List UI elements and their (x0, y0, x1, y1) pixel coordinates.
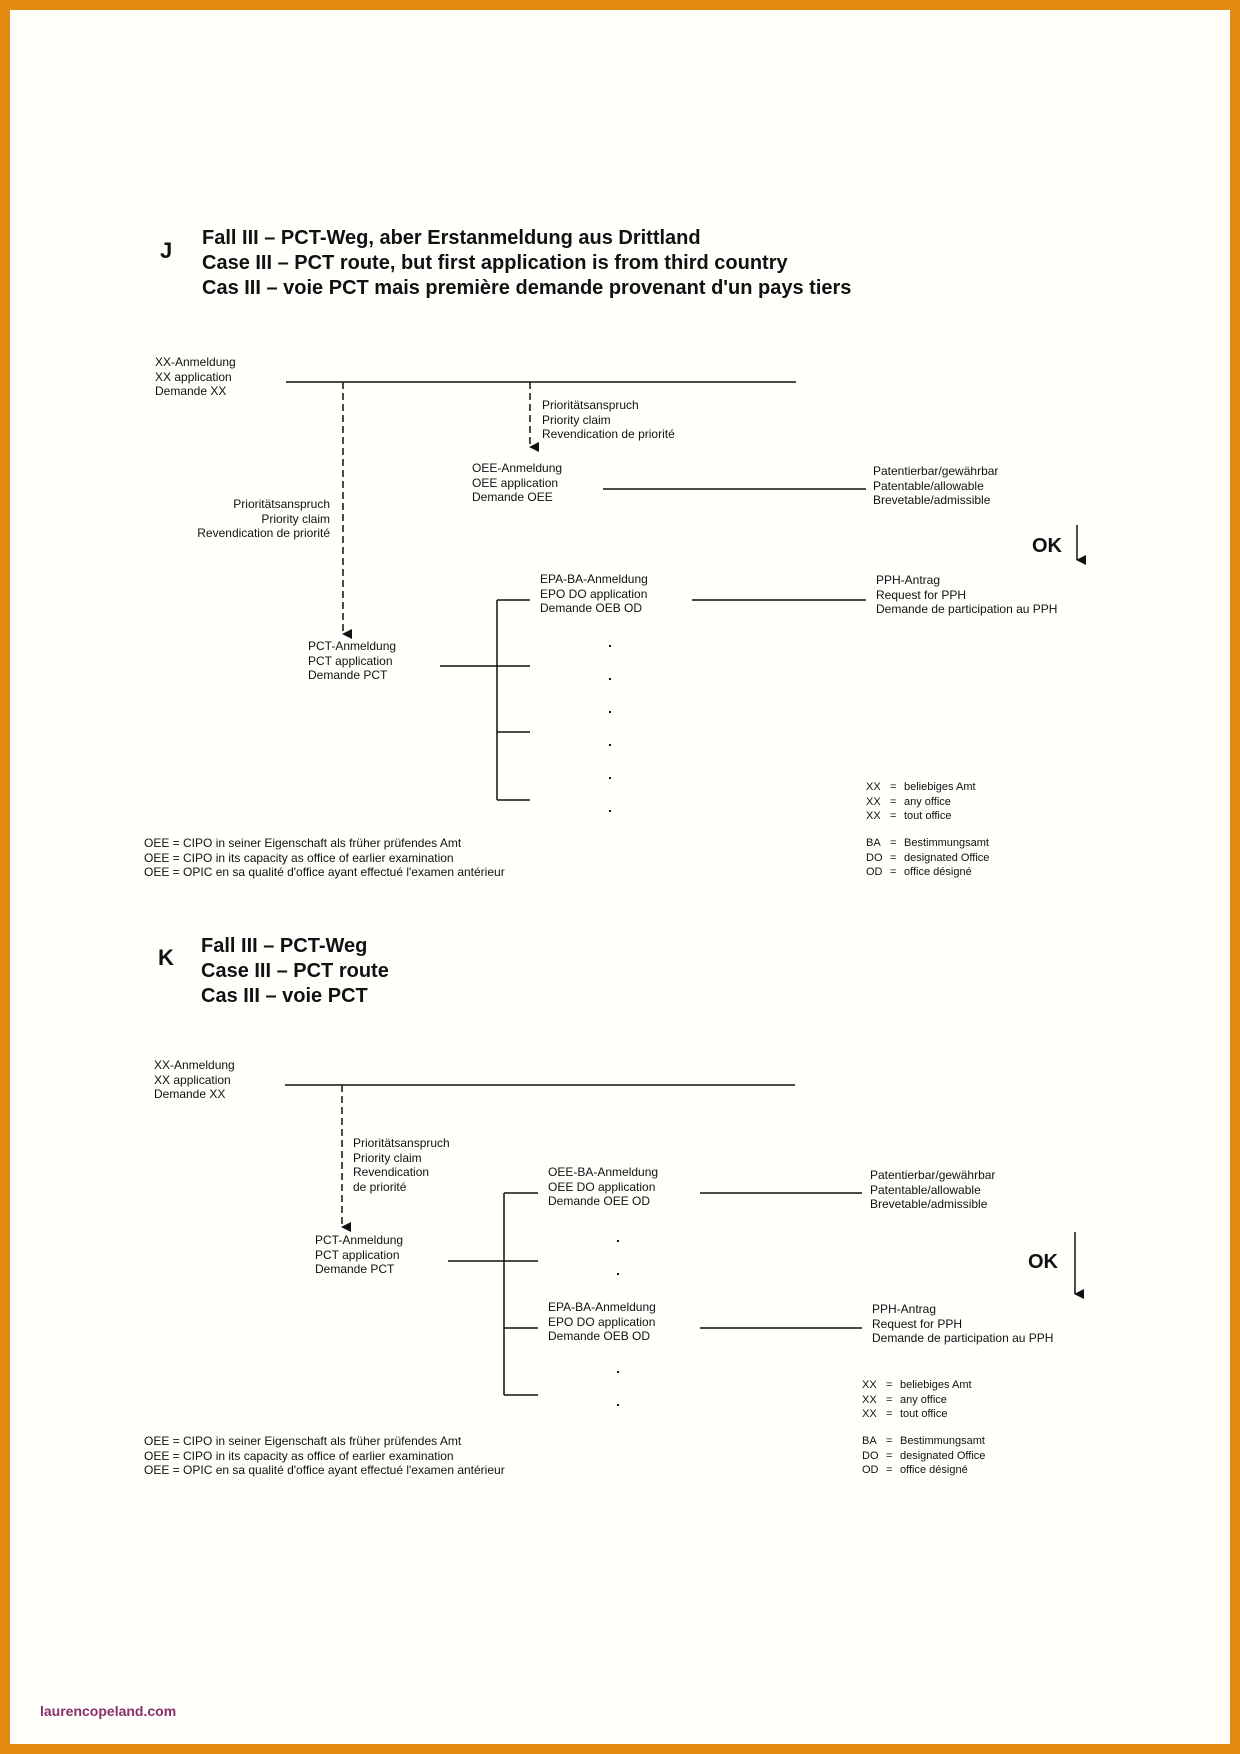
footnote-line: OEE = OPIC en sa qualité d'office ayant effectué l'examen antérieur (144, 1463, 505, 1477)
label-line: Priority claim (261, 511, 330, 526)
label-line: EPA-BA-Anmeldung (548, 1300, 656, 1314)
page (10, 10, 1230, 1744)
legend-abbr: XX (866, 781, 881, 793)
title-de: Fall III – PCT-Weg, aber Erstanmeldung aus Drittland (202, 227, 701, 249)
legend-abbr: BA (866, 837, 881, 849)
legend-text: tout office (904, 810, 952, 822)
legend-row (862, 1393, 972, 1408)
legend-row (866, 865, 989, 880)
label-line: XX application (154, 1072, 231, 1087)
legend-row (862, 1463, 985, 1478)
label-line: PCT application (315, 1247, 400, 1262)
ellipsis-dot (609, 711, 611, 713)
legend-text: office désigné (904, 866, 972, 878)
legend-abbr: XX (862, 1393, 877, 1406)
legend-row (862, 1407, 972, 1422)
k-oee-footnote (144, 1434, 505, 1478)
j-pct-application-label (308, 639, 396, 683)
k-pph-request-label (872, 1302, 1053, 1346)
legend-eq: = (886, 1408, 893, 1420)
legend-text: beliebiges Amt (900, 1379, 972, 1391)
j-oee-application-label (472, 461, 562, 505)
footnote-line: OEE = CIPO in its capacity as office of earlier examination (144, 1448, 454, 1463)
legend-text: designated Office (904, 851, 990, 864)
legend-row (866, 809, 976, 824)
title-en: Case III – PCT route (201, 960, 389, 982)
title-en: Case III – PCT route, but first application is from third country (202, 252, 788, 274)
legend-row (866, 851, 989, 866)
footnote-line: OEE = OPIC en sa qualité d'office ayant effectué l'examen antérieur (144, 865, 505, 879)
legend-eq: = (886, 1464, 893, 1476)
label-line: PPH-Antrag (872, 1302, 937, 1316)
legend-abbr: DO (862, 1449, 879, 1462)
label-line: OEE application (472, 475, 559, 490)
label-line: Prioritätsanspruch (233, 497, 330, 511)
legend-eq: = (890, 810, 897, 822)
legend-row (862, 1378, 972, 1393)
label-line: Revendication de priorité (542, 427, 675, 441)
footnote-line: OEE = CIPO in seiner Eigenschaft als früher prüfendes Amt (144, 836, 462, 850)
section-letter-k: K (158, 945, 174, 970)
label-line: PPH-Antrag (876, 573, 941, 587)
legend-abbr: BA (862, 1435, 877, 1447)
legend-eq: = (886, 1435, 893, 1447)
legend-text: designated Office (900, 1449, 986, 1462)
section-letter-j: J (160, 238, 173, 263)
legend-row (862, 1434, 985, 1449)
label-line: Demande OEE (472, 490, 553, 504)
label-line: EPO DO application (540, 586, 648, 601)
label-line: Revendication de priorité (197, 526, 330, 540)
ellipsis-dot (617, 1404, 619, 1406)
label-line: Priority claim (542, 412, 611, 427)
label-line: Patentable/allowable (873, 478, 984, 493)
legend-text: office désigné (900, 1464, 968, 1476)
label-line: XX-Anmeldung (155, 355, 236, 369)
legend-text: beliebiges Amt (904, 781, 976, 793)
legend-text: Bestimmungsamt (900, 1435, 985, 1447)
label-line: Demande de participation au PPH (876, 602, 1058, 616)
j-epo-do-application-label (540, 572, 648, 616)
ellipsis-dot (609, 645, 611, 647)
k-epo-do-application-label (548, 1300, 656, 1344)
label-line: PCT application (308, 653, 393, 668)
legend-text: Bestimmungsamt (904, 837, 989, 849)
label-line: Demande XX (154, 1087, 226, 1101)
watermark: laurencopeland.com (40, 1703, 177, 1719)
j-ok-label: OK (1032, 535, 1062, 557)
k-pct-application-label (315, 1233, 403, 1277)
label-line: Patentierbar/gewährbar (873, 464, 999, 478)
legend-eq: = (890, 837, 897, 849)
label-line: Demande PCT (308, 668, 388, 682)
ellipsis-dot (609, 678, 611, 680)
ellipsis-dot (617, 1371, 619, 1373)
ellipsis-dot (609, 810, 611, 812)
legend-eq: = (886, 1379, 893, 1391)
j-legend-ba (866, 836, 989, 880)
footnote-line: OEE = CIPO in its capacity as office of earlier examination (144, 850, 454, 865)
legend-abbr: XX (866, 795, 881, 808)
label-line: OEE-BA-Anmeldung (548, 1165, 659, 1179)
label-line: Brevetable/admissible (873, 493, 991, 507)
j-oee-footnote (144, 836, 505, 880)
title-fr: Cas III – voie PCT (201, 985, 368, 1007)
j-priority-claim-label-left (130, 497, 330, 541)
legend-eq: = (890, 795, 897, 808)
title-fr: Cas III – voie PCT mais première demande provenant d'un pays tiers (202, 277, 852, 299)
legend-abbr: OD (866, 866, 883, 878)
k-priority-claim-label (353, 1136, 450, 1194)
section-j-title (202, 226, 851, 301)
ellipsis-dot (609, 777, 611, 779)
k-legend-ba (862, 1434, 985, 1478)
label-line: PCT-Anmeldung (315, 1233, 404, 1247)
label-line: EPO DO application (548, 1314, 656, 1329)
j-legend-xx (866, 780, 976, 824)
legend-row (866, 836, 989, 851)
legend-row (862, 1449, 985, 1464)
label-line: Request for PPH (876, 587, 967, 602)
ellipsis-dot (617, 1273, 619, 1275)
ellipsis-dot (609, 744, 611, 746)
j-priority-claim-label-right (542, 398, 675, 442)
label-line: Revendication (353, 1165, 430, 1179)
legend-eq: = (890, 781, 897, 793)
label-line: Prioritätsanspruch (542, 398, 639, 412)
label-line: Demande XX (155, 384, 227, 398)
label-line: de priorité (353, 1179, 407, 1194)
legend-row (866, 795, 976, 810)
label-line: XX application (155, 369, 232, 384)
label-line: Brevetable/admissible (870, 1197, 988, 1211)
legend-eq: = (886, 1449, 893, 1462)
ellipsis-dot (617, 1240, 619, 1242)
legend-row (866, 780, 976, 795)
legend-abbr: OD (862, 1464, 879, 1476)
label-line: EPA-BA-Anmeldung (540, 572, 648, 586)
k-legend-xx (862, 1378, 972, 1422)
j-patentable-label (873, 464, 998, 508)
j-pph-request-label (876, 573, 1057, 617)
section-k-title (201, 934, 389, 1009)
legend-abbr: XX (862, 1379, 877, 1391)
legend-eq: = (886, 1393, 893, 1406)
label-line: Request for PPH (872, 1316, 963, 1331)
label-line: PCT-Anmeldung (308, 639, 397, 653)
legend-text: tout office (900, 1408, 948, 1420)
k-xx-application-label (154, 1058, 235, 1102)
title-de: Fall III – PCT-Weg (201, 935, 368, 957)
label-line: OEE-Anmeldung (472, 461, 563, 475)
label-line: Priority claim (353, 1150, 422, 1165)
legend-abbr: DO (866, 851, 883, 864)
label-line: Demande PCT (315, 1262, 395, 1276)
label-line: Prioritätsanspruch (353, 1136, 450, 1150)
j-xx-application-label (155, 355, 236, 399)
label-line: XX-Anmeldung (154, 1058, 235, 1072)
label-line: Patentierbar/gewährbar (870, 1168, 996, 1182)
k-ok-label: OK (1028, 1251, 1058, 1273)
k-patentable-label (870, 1168, 995, 1212)
legend-abbr: XX (862, 1408, 877, 1420)
label-line: Demande OEB OD (540, 601, 643, 615)
k-oee-do-application-label (548, 1165, 658, 1209)
legend-eq: = (890, 851, 897, 864)
legend-text: any office (904, 795, 951, 808)
label-line: Demande de participation au PPH (872, 1331, 1054, 1345)
legend-eq: = (890, 866, 897, 878)
label-line: OEE DO application (548, 1179, 656, 1194)
legend-abbr: XX (866, 810, 881, 822)
label-line: Demande OEB OD (548, 1329, 651, 1343)
legend-text: any office (900, 1393, 947, 1406)
label-line: Patentable/allowable (870, 1182, 981, 1197)
footnote-line: OEE = CIPO in seiner Eigenschaft als früher prüfendes Amt (144, 1434, 462, 1448)
label-line: Demande OEE OD (548, 1194, 651, 1208)
